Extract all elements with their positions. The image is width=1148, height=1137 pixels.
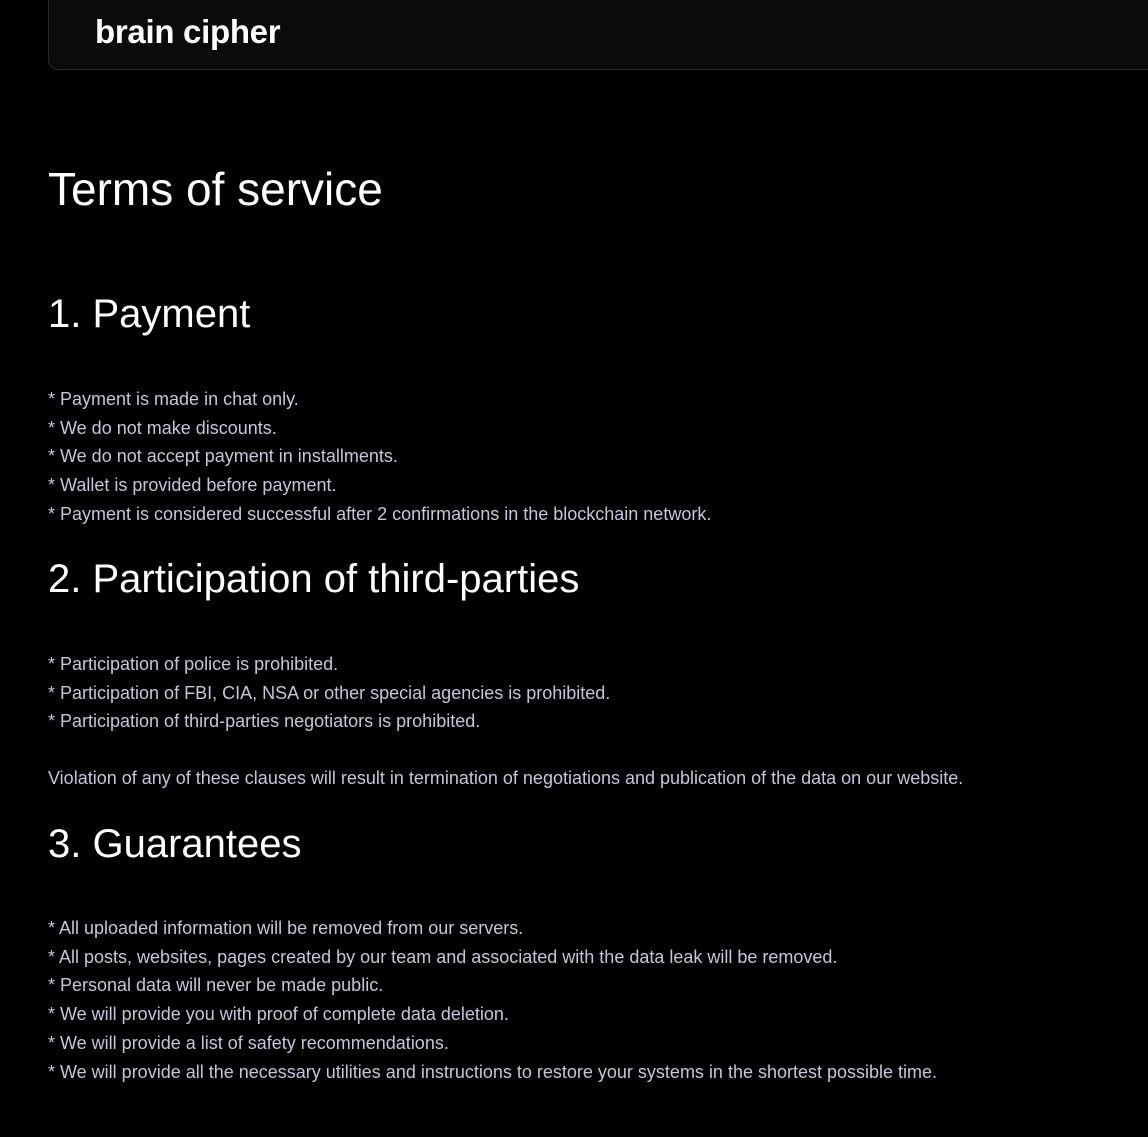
list-item: * Participation of FBI, CIA, NSA or other special agencies is prohibited. — [48, 682, 611, 703]
violation-note: Violation of any of these clauses will result in termination of negotiations and publication of the data on our website. — [48, 768, 964, 788]
list-item: * We will provide a list of safety recommendations. — [48, 1032, 449, 1053]
list-item: * Participation of police is prohibited. — [48, 654, 339, 674]
list-item: * All posts, websites, pages created by our team and associated with the data leak will be removed. — [48, 946, 838, 967]
brand-logo-text[interactable]: brain cipher — [95, 13, 281, 50]
section-heading-third-parties: 2. Participation of third-parties — [48, 557, 580, 601]
page-title: Terms of service — [48, 163, 383, 215]
guarantees-clause-list — [48, 914, 937, 1086]
list-item: * Payment is made in chat only. — [48, 389, 299, 409]
list-item: * We will provide you with proof of complete data deletion. — [48, 1004, 509, 1025]
list-item: * Participation of third-parties negotiators is prohibited. — [48, 711, 481, 732]
section-heading-payment: 1. Payment — [48, 292, 251, 336]
list-item: * We do not accept payment in installments. — [48, 446, 398, 467]
list-item: * All uploaded information will be removed from our servers. — [48, 918, 524, 938]
list-item: * Personal data will never be made public. — [48, 975, 384, 996]
list-item: * We do not make discounts. — [48, 417, 277, 438]
list-item: * We will provide all the necessary utilities and instructions to restore your systems in the shortest possible time. — [48, 1061, 938, 1082]
list-item: * Payment is considered successful after 2 confirmations in the blockchain network. — [48, 503, 712, 524]
payment-clause-list — [48, 385, 711, 529]
list-item: * Wallet is provided before payment. — [48, 475, 337, 496]
section-heading-guarantees: 3. Guarantees — [48, 822, 302, 866]
third-parties-clause-list — [48, 650, 610, 736]
